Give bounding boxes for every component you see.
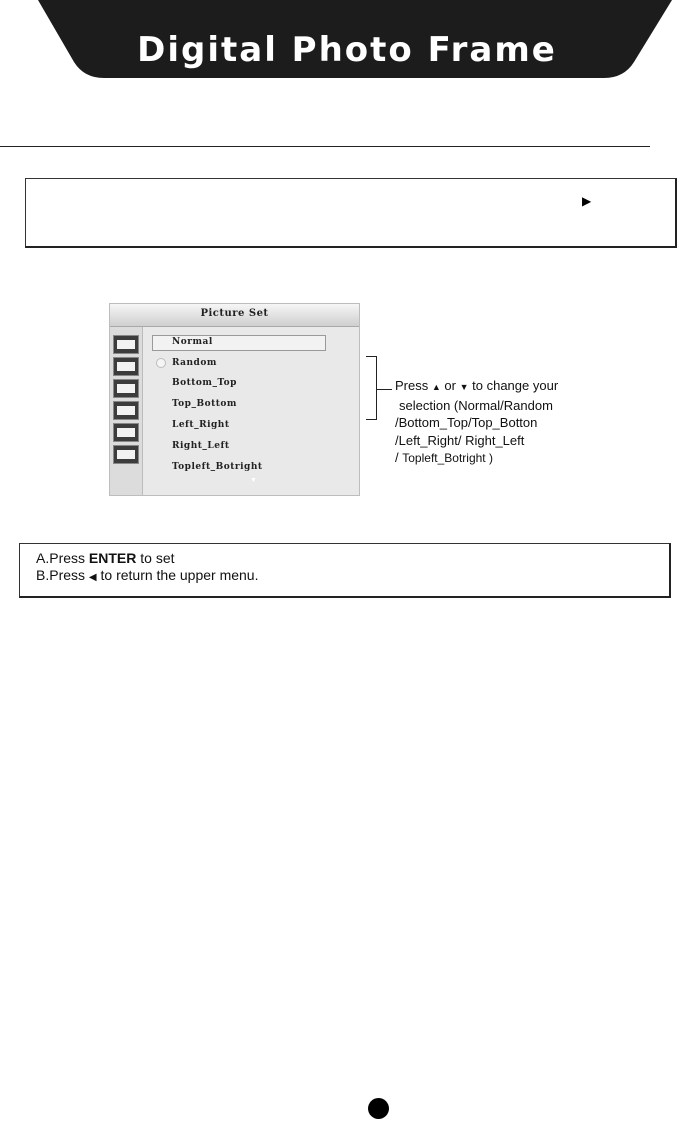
osd-menu-item: Bottom_Top: [172, 378, 237, 388]
slideshow-icon: [113, 401, 139, 420]
osd-menu-item: Normal: [172, 337, 213, 347]
selected-marker-icon: [156, 358, 166, 368]
callout-line5: Topleft_Botright ): [402, 451, 493, 465]
osd-menu-item: Right_Left: [172, 441, 230, 451]
callout-line2: selection (Normal/Random: [399, 397, 553, 413]
note-box: [25, 178, 677, 248]
instruction-a-prefix: A.Press: [36, 550, 86, 566]
osd-sidebar: [110, 327, 143, 495]
callout-line3: /Bottom_Top/Top_Botton: [395, 415, 538, 430]
scroll-down-icon: ▼: [250, 477, 257, 484]
settings-icon: [113, 357, 139, 376]
callout-connector: [376, 389, 392, 390]
callout-slash: /: [395, 450, 399, 465]
instruction-b-prefix: B.Press: [36, 567, 86, 583]
up-triangle-icon: ▲: [431, 382, 441, 392]
callout-or: or: [444, 378, 456, 393]
osd-menu-screenshot: [109, 303, 360, 496]
enter-key-label: ENTER: [88, 550, 137, 566]
section-divider: [0, 146, 650, 147]
osd-menu-item: Topleft_Botright: [172, 462, 263, 472]
display-icon: [113, 379, 139, 398]
callout-bracket: [366, 356, 377, 420]
clock-icon: [113, 423, 139, 442]
callout-press: Press: [395, 378, 429, 393]
right-triangle-icon: ▶: [582, 194, 592, 208]
callout-line4: /Left_Right/ Right_Left: [395, 432, 525, 448]
info-icon: [113, 445, 139, 464]
page-number-dot: [368, 1098, 389, 1119]
instruction-a: [36, 550, 669, 567]
osd-menu-item: Left_Right: [172, 420, 230, 430]
instructions-box: [19, 543, 671, 598]
osd-menu-item: Top_Bottom: [172, 399, 237, 409]
osd-titlebar: [110, 304, 359, 327]
instruction-b: [36, 567, 669, 586]
osd-menu-item: Random: [172, 358, 217, 368]
down-triangle-icon: ▼: [459, 382, 469, 392]
osd-menu-title: Picture Set: [200, 308, 269, 319]
instruction-b-suffix: to return the upper menu.: [100, 567, 259, 583]
instruction-a-suffix: to set: [140, 550, 175, 566]
callout-text: [395, 377, 558, 468]
callout-line1-end: to change your: [472, 378, 559, 393]
left-triangle-icon: ◀: [88, 572, 97, 583]
page-title: Digital Photo Frame: [137, 30, 557, 70]
photo-icon: [113, 335, 139, 354]
